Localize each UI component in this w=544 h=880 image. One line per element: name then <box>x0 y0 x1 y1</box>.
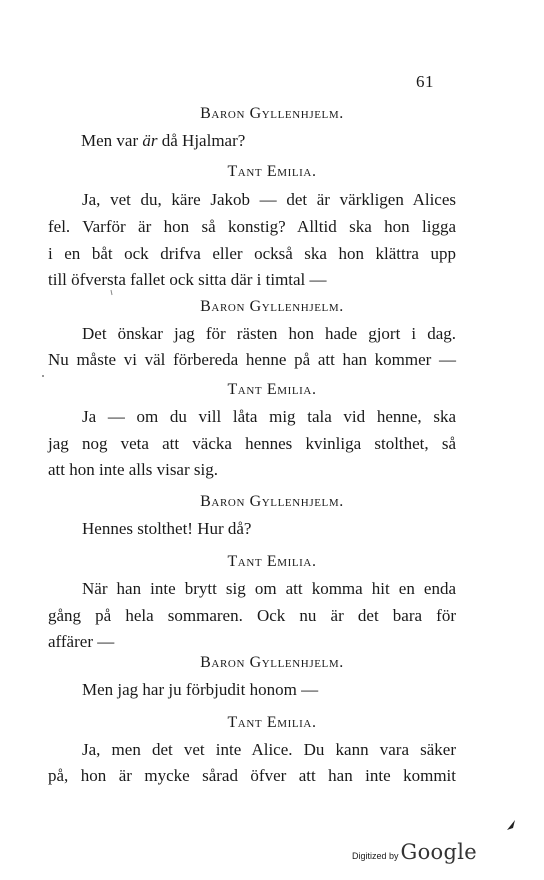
dialogue-line: Men jag har ju förbjudit honom — <box>82 680 319 699</box>
text-span: Men var <box>81 131 143 150</box>
dialogue-line: på, hon är mycke sårad öfver att han inte kommit <box>48 766 456 785</box>
speaker-heading: Tant Emilia. <box>227 714 317 731</box>
scan-speck-icon <box>40 374 46 378</box>
dialogue-line: att hon inte alls visar sig. <box>48 460 218 479</box>
scan-mark-icon <box>505 818 517 832</box>
scan-speck-icon <box>110 290 114 296</box>
speaker-heading: Baron Gyllenhjelm. <box>200 493 344 510</box>
dialogue-line: affärer — <box>48 632 115 651</box>
dialogue-line <box>81 131 245 151</box>
google-logo: Google <box>400 840 477 864</box>
speaker-heading: Baron Gyllenhjelm. <box>200 298 344 315</box>
dialogue-line: Ja — om du vill låta mig tala vid henne, ska <box>82 407 456 426</box>
dialogue-line: jag nog veta att väcka hennes kvinliga stolthet, så <box>48 434 456 453</box>
dialogue-line: fel. Varför är hon så konstig? Alltid ska hon ligga <box>48 217 456 236</box>
dialogue-line: Ja, men det vet inte Alice. Du kann vara säker <box>82 740 456 759</box>
speaker-heading: Tant Emilia. <box>227 553 317 570</box>
emphasized-word: är <box>142 131 158 150</box>
dialogue-line: Det önskar jag för rästen hon hade gjort i dag. <box>82 324 456 343</box>
dialogue-line: gång på hela sommaren. Ock nu är det bara för <box>48 606 456 625</box>
digitization-watermark <box>352 840 477 864</box>
speaker-heading: Tant Emilia. <box>227 163 317 180</box>
speaker-heading: Baron Gyllenhjelm. <box>200 105 344 122</box>
dialogue-line: När han inte brytt sig om att komma hit en enda <box>82 579 456 598</box>
dialogue-line: Nu måste vi väl förbereda henne på att han kommer — <box>48 350 456 369</box>
speaker-heading: Tant Emilia. <box>227 381 317 398</box>
dialogue-line: Ja, vet du, käre Jakob — det är värkligen Alices <box>82 190 456 209</box>
page-number: 61 <box>416 72 434 91</box>
dialogue-line: Hennes stolthet! Hur då? <box>82 519 252 538</box>
dialogue-line: i en båt ock drifva eller också ska hon klättra upp <box>48 244 456 263</box>
digitized-label: Digitized by <box>352 851 399 861</box>
speaker-heading: Baron Gyllenhjelm. <box>200 654 344 671</box>
text-span: då Hjalmar? <box>157 131 246 150</box>
dialogue-line: till öfversta fallet ock sitta där i timtal — <box>48 270 327 289</box>
